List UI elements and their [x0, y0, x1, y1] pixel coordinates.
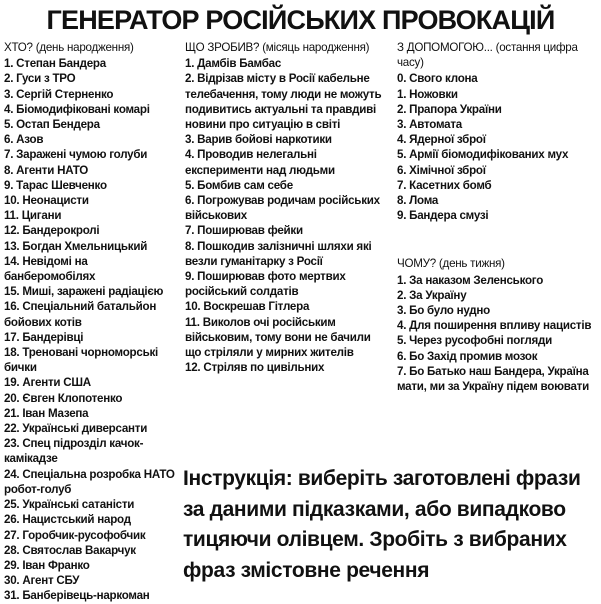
what-list	[185, 56, 385, 375]
what-column	[185, 40, 385, 375]
list-item: 16. Спеціальний батальйон бойових котів	[4, 300, 157, 329]
list-item: 4. Для поширення впливу нацистів	[397, 319, 592, 333]
list-item: 12. Бандерокролі	[4, 224, 100, 238]
list-item: 11. Виколов очі російським військовим, тому вони не бачили що стріляли у мирних жителів	[185, 315, 371, 360]
list-item: 22. Українські диверсанти	[4, 422, 148, 436]
list-item: 12. Стріляв по цивільних	[185, 361, 325, 375]
list-item: 30. Агент СБУ	[4, 574, 80, 588]
list-item: 5. Армії біомодифікованих мух	[397, 148, 569, 162]
list-item: 8. Лома	[397, 194, 439, 208]
list-item: 4. Проводив нелегальні експерименти над людьми	[185, 148, 335, 177]
list-item: 9. Поширював фото мертвих російський солдатів	[185, 270, 346, 299]
list-item: 7. Касетних бомб	[397, 178, 492, 192]
list-item: 25. Українські сатаністи	[4, 498, 135, 512]
list-item: 3. Бо було нудно	[397, 304, 490, 318]
list-item: 10. Воскрешав Гітлера	[185, 300, 310, 314]
list-item: 1. Ножовки	[397, 87, 458, 101]
list-item: 8. Агенти НАТО	[4, 163, 89, 177]
list-item: 6. Азов	[4, 133, 44, 147]
with-list	[397, 71, 601, 223]
list-item: 5. Бомбив сам себе	[185, 178, 293, 192]
list-item: 15. Миші, заражені радіацією	[4, 285, 164, 299]
list-item: 29. Іван Франко	[4, 558, 90, 572]
list-item: 31. Банберівець-наркоман	[4, 589, 150, 603]
list-item: 6. Погрожував родичам російських військових	[185, 194, 380, 223]
list-item: 2. Прапора України	[397, 102, 502, 116]
who-list	[4, 56, 180, 603]
what-heading: ЩО ЗРОБИВ? (місяць народження)	[185, 41, 370, 54]
why-heading: ЧОМУ? (день тижня)	[397, 257, 505, 271]
page-title: ГЕНЕРАТОР РОСІЙСЬКИХ ПРОВОКАЦІЙ	[46, 5, 555, 35]
list-item: 28. Святослав Вакарчук	[4, 543, 136, 557]
list-item: 7. Бо Батько наш Бандера, Україна мати, ми за Україну підем воювати	[397, 364, 589, 394]
who-heading: ХТО? (день народження)	[4, 41, 134, 54]
list-item: 0. Свого клона	[397, 72, 478, 86]
list-item: 7. Заражені чумою голуби	[4, 148, 148, 162]
list-item: 5. Через русофобні погляди	[397, 334, 553, 348]
list-item: 2. За Україну	[397, 288, 467, 302]
list-item: 2. Гуси з ТРО	[4, 72, 76, 86]
list-item: 14. Невідомі на банберомобілях	[4, 254, 96, 284]
section-spacer	[397, 223, 601, 256]
list-item: 4. Біомодифіковані комарі	[4, 102, 150, 116]
list-item: 1. Степан Бандера	[4, 57, 106, 71]
with-heading: З ДОПОМОГОЮ... (остання цифра часу)	[397, 41, 578, 70]
list-item: 3. Сергій Стерненко	[4, 87, 114, 101]
list-item: 21. Іван Мазепа	[4, 406, 89, 420]
list-item: 18. Треновані чорноморські бички	[4, 346, 158, 375]
list-item: 4. Ядерної зброї	[397, 133, 486, 147]
list-item: 13. Богдан Хмельницький	[4, 239, 148, 253]
list-item: 10. Неонацисти	[4, 194, 89, 208]
list-item: 7. Поширював фейки	[185, 224, 303, 238]
list-item: 26. Нацистський народ	[4, 513, 131, 527]
list-item: 9. Бандера смузі	[397, 209, 489, 223]
with-column	[397, 40, 601, 394]
list-item: 1. За наказом Зеленського	[397, 273, 544, 287]
who-column	[4, 40, 180, 604]
list-item: 11. Цигани	[4, 209, 62, 223]
list-item: 8. Пошкодив залізничні шляхи які везли гуманітарку з Росії	[185, 239, 372, 268]
list-item: 19. Агенти США	[4, 376, 91, 390]
list-item: 20. Євген Клопотенко	[4, 391, 123, 405]
list-item: 6. Бо Захід промив мозок	[397, 349, 538, 363]
list-item: 24. Спеціальна розробка НАТО робот-голуб	[4, 467, 175, 496]
list-item: 9. Тарас Шевченко	[4, 178, 107, 192]
list-item: 1. Дамбів Бамбас	[185, 57, 282, 71]
list-item: 5. Остап Бендера	[4, 118, 100, 132]
list-item: 3. Автомата	[397, 118, 462, 132]
list-item: 23. Спец підрозділ качок-камікадзе	[4, 437, 144, 466]
list-item: 2. Відрізав місту в Росії кабельне телебачення, тому люди не можуть подивитись актуальні та правдиві новини про ситуацію в світі	[185, 72, 382, 132]
list-item: 17. Бандерівці	[4, 330, 84, 344]
why-list	[397, 273, 601, 395]
list-item: 3. Варив бойові наркотики	[185, 133, 332, 147]
list-item: 27. Горобчик-русофобчик	[4, 528, 146, 542]
list-item: 6. Хімічної зброї	[397, 163, 486, 177]
instructions-text: Інструкція: виберіть заготовлені фрази за даними підказками, або випадково тицяючи олівцем. Зробіть з вибраних фраз змістовне речення	[183, 467, 581, 582]
